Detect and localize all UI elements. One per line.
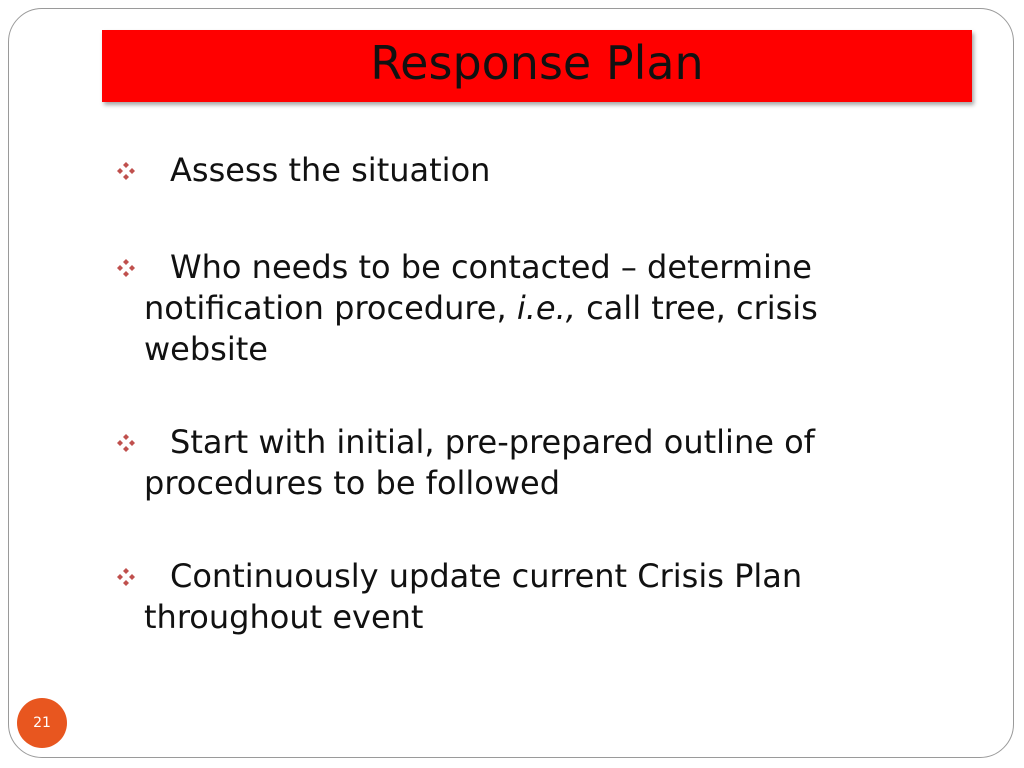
four-diamond-bullet-icon bbox=[116, 567, 136, 587]
italic-abbreviation: i.e., bbox=[516, 289, 576, 327]
bullet-item-1 bbox=[110, 150, 950, 191]
bullet-list bbox=[110, 150, 950, 638]
bullet-text: Assess the situation bbox=[170, 151, 491, 189]
bullet-item-2 bbox=[110, 247, 950, 370]
bullet-text: Who needs to be contacted – determine notification procedure, i.e., call tree, crisis website bbox=[144, 248, 818, 368]
four-diamond-bullet-icon bbox=[116, 161, 136, 181]
bullet-item-4 bbox=[110, 556, 950, 638]
slide-title: Response Plan bbox=[370, 36, 704, 90]
page-number-badge: 21 bbox=[17, 698, 67, 748]
bullet-text: Start with initial, pre-prepared outline of procedures to be followed bbox=[144, 423, 815, 502]
bullet-item-3 bbox=[110, 422, 950, 504]
title-bar bbox=[102, 30, 972, 102]
bullet-text: Continuously update current Crisis Plan throughout event bbox=[144, 557, 803, 636]
four-diamond-bullet-icon bbox=[116, 433, 136, 453]
four-diamond-bullet-icon bbox=[116, 258, 136, 278]
